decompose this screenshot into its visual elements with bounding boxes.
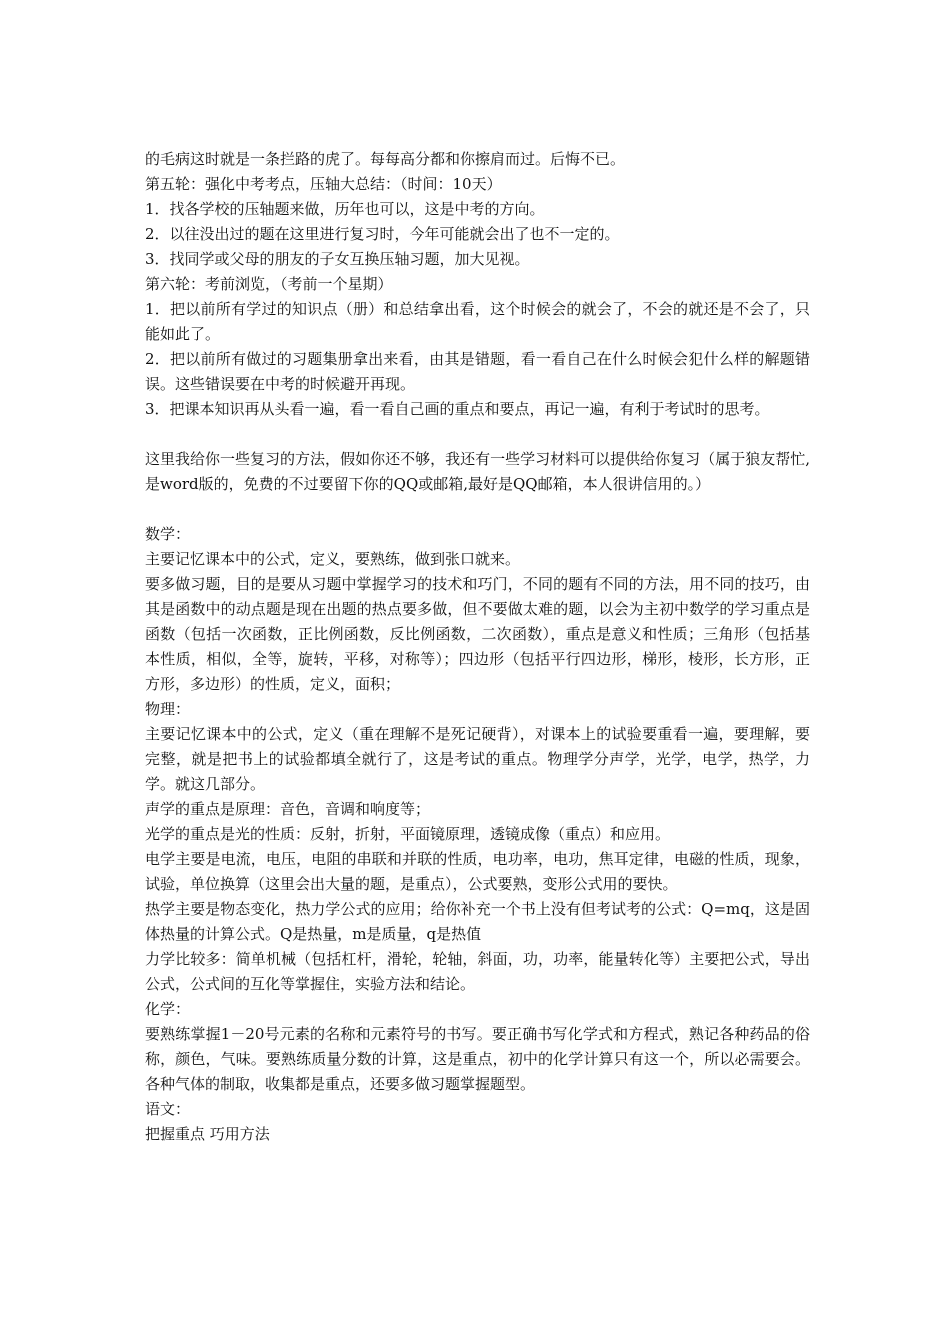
paragraph: 2．以往没出过的题在这里进行复习时，今年可能就会出了也不一定的。 [145, 225, 620, 243]
subject-heading-physics: 物理： [145, 700, 191, 718]
paragraph: 3．把课本知识再从头看一遍，看一看自己画的重点和要点，再记一遍，有利于考试时的思考。 [145, 400, 770, 418]
paragraph: 要多做习题，目的是要从习题中掌握学习的技术和巧门，不同的题有不同的方法，用不同的技巧，由其是函数中的动点题是现在出题的热点要多做，但不要做太难的题，以会为主初中数学的学习重点是函数（包括一次函数，正比例函数，反比例函数，二次函数），重点是意义和性质；三角形（包括基本性质，相似，全等，旋转，平移，对称等）；四边形（包括平行四边形，梯形，棱形，长方形，正方形，多边形）的性质，定义，面积； [145, 575, 810, 693]
paragraph: 声学的重点是原理：音色，音调和响度等； [145, 800, 431, 818]
subject-heading-chemistry: 化学： [145, 1000, 191, 1018]
paragraph: 1．找各学校的压轴题来做，历年也可以，这是中考的方向。 [145, 200, 545, 218]
paragraph: 这里我给你一些复习的方法，假如你还不够，我还有一些学习材料可以提供给你复习（属于狼友帮忙,是word版的，免费的不过要留下你的QQ或邮箱,最好是QQ邮箱，本人很讲信用的。） [145, 450, 810, 493]
paragraph: 热学主要是物态变化，热力学公式的应用；给你补充一个书上没有但考试考的公式：Q=mq，这是固体热量的计算公式。Q是热量，m是质量，q是热值 [145, 900, 810, 943]
paragraph: 3．找同学或父母的朋友的子女互换压轴习题，加大见视。 [145, 250, 530, 268]
document-body [145, 147, 810, 1147]
blank-line [145, 497, 810, 522]
paragraph: 1．把以前所有学过的知识点（册）和总结拿出看，这个时候会的就会了，不会的就还是不会了，只能如此了。 [145, 300, 810, 343]
section-heading-round-six: 第六轮：考前浏览，（考前一个星期） [145, 275, 393, 293]
blank-line [145, 422, 810, 447]
paragraph: 把握重点 巧用方法 [145, 1125, 270, 1143]
subject-heading-math: 数学： [145, 525, 191, 543]
subject-heading-chinese: 语文： [145, 1100, 191, 1118]
paragraph: 电学主要是电流，电压，电阻的串联和并联的性质，电功率，电功，焦耳定律，电磁的性质，现象，试验，单位换算（这里会出大量的题，是重点），公式要熟，变形公式用的要快。 [145, 850, 810, 893]
paragraph: 主要记忆课本中的公式，定义，要熟练，做到张口就来。 [145, 550, 521, 568]
paragraph: 主要记忆课本中的公式，定义（重在理解不是死记硬背），对课本上的试验要重看一遍，要理解，要完整，就是把书上的试验都填全就行了，这是考试的重点。物理学分声学，光学，电学，热学，力学。就这几部分。 [145, 725, 810, 793]
paragraph: 光学的重点是光的性质：反射，折射，平面镜原理，透镜成像（重点）和应用。 [145, 825, 671, 843]
section-heading-round-five: 第五轮：强化中考考点，压轴大总结：（时间：10天） [145, 175, 502, 193]
paragraph: 要熟练掌握1－20号元素的名称和元素符号的书写。要正确书写化学式和方程式，熟记各种药品的俗称，颜色，气味。要熟练质量分数的计算，这是重点，初中的化学计算只有这一个，所以必需要会。各种气体的制取，收集都是重点，还要多做习题掌握题型。 [145, 1025, 810, 1093]
paragraph: 2．把以前所有做过的习题集册拿出来看，由其是错题，看一看自己在什么时候会犯什么样的解题错误。这些错误要在中考的时候避开再现。 [145, 350, 810, 393]
paragraph: 力学比较多：简单机械（包括杠杆，滑轮，轮轴，斜面，功，功率，能量转化等）主要把公式，导出公式，公式间的互化等掌握住，实验方法和结论。 [145, 950, 810, 993]
paragraph: 的毛病这时就是一条拦路的虎了。每每高分都和你擦肩而过。后悔不已。 [145, 150, 626, 168]
